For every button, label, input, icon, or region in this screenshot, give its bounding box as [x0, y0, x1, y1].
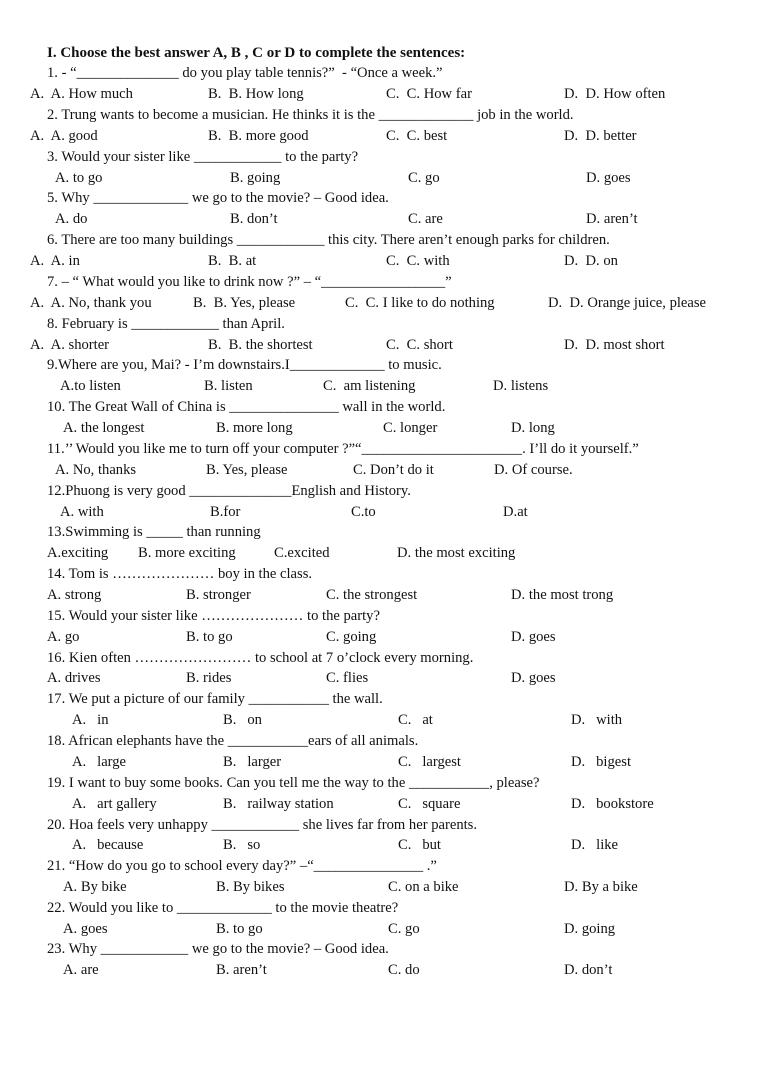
question: [0, 397, 768, 418]
option-b: B. aren’t: [216, 962, 267, 978]
option-d: D. long: [511, 420, 555, 436]
option-a: A. A. shorter: [30, 337, 110, 353]
option-c: C. at: [398, 712, 433, 728]
option-c: C. C. How far: [386, 86, 472, 102]
option-d: D. D. better: [564, 128, 637, 144]
options-row: [0, 126, 768, 147]
option-a: A.to listen: [60, 378, 121, 394]
option-b: B. on: [223, 712, 262, 728]
option-d: D. aren’t: [586, 211, 638, 227]
option-a: A. A. good: [30, 128, 98, 144]
options-row: [0, 919, 768, 940]
question-text: 1. - “______________ do you play table tennis?” - “Once a week.”: [47, 65, 443, 81]
option-a: A. No, thanks: [55, 462, 137, 478]
option-a: A. in: [72, 712, 109, 728]
option-a: A.exciting: [47, 545, 109, 561]
option-a: A. to go: [55, 170, 103, 186]
question: [0, 773, 768, 794]
option-d: D. like: [571, 837, 619, 853]
question-text: 18. African elephants have the ___________ears of all animals.: [47, 733, 419, 749]
question: [0, 689, 768, 710]
options-row: [0, 251, 768, 272]
question: [0, 939, 768, 960]
question: [0, 481, 768, 502]
question-text: 11.’’ Would you like me to turn off your computer ?”“______________________. I’ll do it yourself.”: [47, 441, 639, 457]
option-d: D. going: [564, 921, 616, 937]
question-text: 19. I want to buy some books. Can you tell me the way to the ___________, please?: [47, 775, 540, 791]
option-a: A. the longest: [63, 420, 145, 436]
option-c: C. go: [388, 921, 420, 937]
options-row: [0, 460, 768, 481]
option-a: A. with: [60, 504, 104, 520]
heading-text: I. Choose the best answer A, B , C or D to complete the sentences:: [47, 45, 466, 61]
question: [0, 147, 768, 168]
options-row: [0, 543, 768, 564]
option-a: A. art gallery: [72, 796, 157, 812]
question-text: 23. Why ____________ we go to the movie? – Good idea.: [47, 941, 389, 957]
options-row: [0, 794, 768, 815]
option-d: D. listens: [493, 378, 549, 394]
question: [0, 272, 768, 293]
option-d: D. goes: [511, 670, 556, 686]
option-a: A. drives: [47, 670, 101, 686]
question-text: 13.Swimming is _____ than running: [47, 524, 261, 540]
option-a: A. do: [55, 211, 88, 227]
options-row: [0, 418, 768, 439]
option-b: B. larger: [223, 754, 282, 770]
question-text: 10. The Great Wall of China is _______________ wall in the world.: [47, 399, 446, 415]
option-c: C. but: [398, 837, 441, 853]
option-c: C. do: [388, 962, 420, 978]
options-row: [0, 84, 768, 105]
option-d: D. D. most short: [564, 337, 665, 353]
options-row: [0, 376, 768, 397]
option-d: D. D. Orange juice, please: [548, 295, 707, 311]
option-a: A. A. in: [30, 253, 80, 269]
options-row: [0, 585, 768, 606]
question-text: 3. Would your sister like ____________ to the party?: [47, 149, 359, 165]
question: [0, 188, 768, 209]
option-b: B. don’t: [230, 211, 278, 227]
question-text: 14. Tom is ………………… boy in the class.: [47, 566, 313, 582]
option-b: B. Yes, please: [206, 462, 288, 478]
options-row: [0, 752, 768, 773]
option-d: D. the most trong: [511, 587, 614, 603]
option-d: D. bookstore: [571, 796, 654, 812]
question: [0, 606, 768, 627]
option-c: C. C. best: [386, 128, 448, 144]
option-c: C. the strongest: [326, 587, 418, 603]
option-c: C. go: [408, 170, 440, 186]
option-b: B. B. more good: [208, 128, 309, 144]
option-c: C. largest: [398, 754, 461, 770]
question: [0, 564, 768, 585]
option-d: D. with: [571, 712, 623, 728]
option-b: B. rides: [186, 670, 232, 686]
option-b: B. B. Yes, please: [193, 295, 296, 311]
option-d: D. don’t: [564, 962, 613, 978]
question: [0, 731, 768, 752]
question-text: 21. “How do you go to school every day?” –“_______________ .”: [47, 858, 437, 874]
question-text: 20. Hoa feels very unhappy ____________ she lives far from her parents.: [47, 817, 477, 833]
options-row: [0, 835, 768, 856]
options-row: [0, 293, 768, 314]
option-b: B. so: [223, 837, 261, 853]
question-text: 6. There are too many buildings ____________ this city. There aren’t enough parks for children.: [47, 232, 610, 248]
options-row: [0, 960, 768, 981]
options-row: [0, 627, 768, 648]
question-text: 12.Phuong is very good ______________English and History.: [47, 483, 411, 499]
option-b: B. B. How long: [208, 86, 304, 102]
option-b: B. railway station: [223, 796, 334, 812]
option-b: B. more exciting: [138, 545, 236, 561]
option-c: C. are: [408, 211, 443, 227]
question-text: 17. We put a picture of our family ___________ the wall.: [47, 691, 383, 707]
question: [0, 230, 768, 251]
option-c: C.to: [351, 504, 376, 520]
option-c: C. Don’t do it: [353, 462, 434, 478]
option-b: B. to go: [216, 921, 263, 937]
heading: [0, 43, 768, 64]
option-c: C. am listening: [323, 378, 416, 394]
question: [0, 105, 768, 126]
question: [0, 439, 768, 460]
question: [0, 815, 768, 836]
option-b: B. more long: [216, 420, 293, 436]
option-c: C. C. with: [386, 253, 450, 269]
question: [0, 522, 768, 543]
option-d: D. D. on: [564, 253, 618, 269]
option-d: D. By a bike: [564, 879, 638, 895]
question-text: 15. Would your sister like ………………… to the party?: [47, 608, 380, 624]
options-row: [0, 502, 768, 523]
option-d: D. Of course.: [494, 462, 573, 478]
question-text: 9.Where are you, Mai? - I’m downstairs.I_____________ to music.: [47, 357, 442, 373]
option-b: B. B. at: [208, 253, 257, 269]
question-text: 7. – “ What would you like to drink now ?” – “_________________”: [47, 274, 452, 290]
question: [0, 648, 768, 669]
option-c: C. flies: [326, 670, 369, 686]
option-a: A. go: [47, 629, 80, 645]
option-b: B. stronger: [186, 587, 251, 603]
option-a: A. A. No, thank you: [30, 295, 152, 311]
option-c: C.excited: [274, 545, 330, 561]
option-a: A. large: [72, 754, 127, 770]
option-a: A. are: [63, 962, 99, 978]
options-row: [0, 209, 768, 230]
option-d: D. goes: [586, 170, 631, 186]
option-c: C. on a bike: [388, 879, 459, 895]
option-a: A. A. How much: [30, 86, 133, 102]
question: [0, 63, 768, 84]
question-text: 22. Would you like to _____________ to the movie theatre?: [47, 900, 399, 916]
option-d: D. goes: [511, 629, 556, 645]
options-row: [0, 335, 768, 356]
options-row: [0, 710, 768, 731]
option-c: C. C. short: [386, 337, 453, 353]
question: [0, 314, 768, 335]
option-b: B. B. the shortest: [208, 337, 313, 353]
option-a: A. By bike: [63, 879, 127, 895]
options-row: [0, 877, 768, 898]
option-c: C. longer: [383, 420, 438, 436]
option-c: C. going: [326, 629, 377, 645]
option-b: B. going: [230, 170, 281, 186]
question: [0, 856, 768, 877]
option-b: B. By bikes: [216, 879, 285, 895]
options-row: [0, 668, 768, 689]
option-a: A. strong: [47, 587, 102, 603]
option-b: B. listen: [204, 378, 253, 394]
option-c: C. C. I like to do nothing: [345, 295, 495, 311]
options-row: [0, 168, 768, 189]
option-b: B. to go: [186, 629, 233, 645]
option-d: D. bigest: [571, 754, 631, 770]
option-d: D.at: [503, 504, 528, 520]
question-text: 2. Trung wants to become a musician. He thinks it is the _____________ job in the world.: [47, 107, 574, 123]
option-b: B.for: [210, 504, 241, 520]
question: [0, 355, 768, 376]
question-text: 5. Why _____________ we go to the movie? – Good idea.: [47, 190, 389, 206]
option-a: A. goes: [63, 921, 108, 937]
option-d: D. the most exciting: [397, 545, 516, 561]
option-c: C. square: [398, 796, 461, 812]
question-text: 16. Kien often …………………… to school at 7 o’clock every morning.: [47, 650, 474, 666]
option-d: D. D. How often: [564, 86, 666, 102]
question-text: 8. February is ____________ than April.: [47, 316, 285, 332]
option-a: A. because: [72, 837, 144, 853]
question: [0, 898, 768, 919]
